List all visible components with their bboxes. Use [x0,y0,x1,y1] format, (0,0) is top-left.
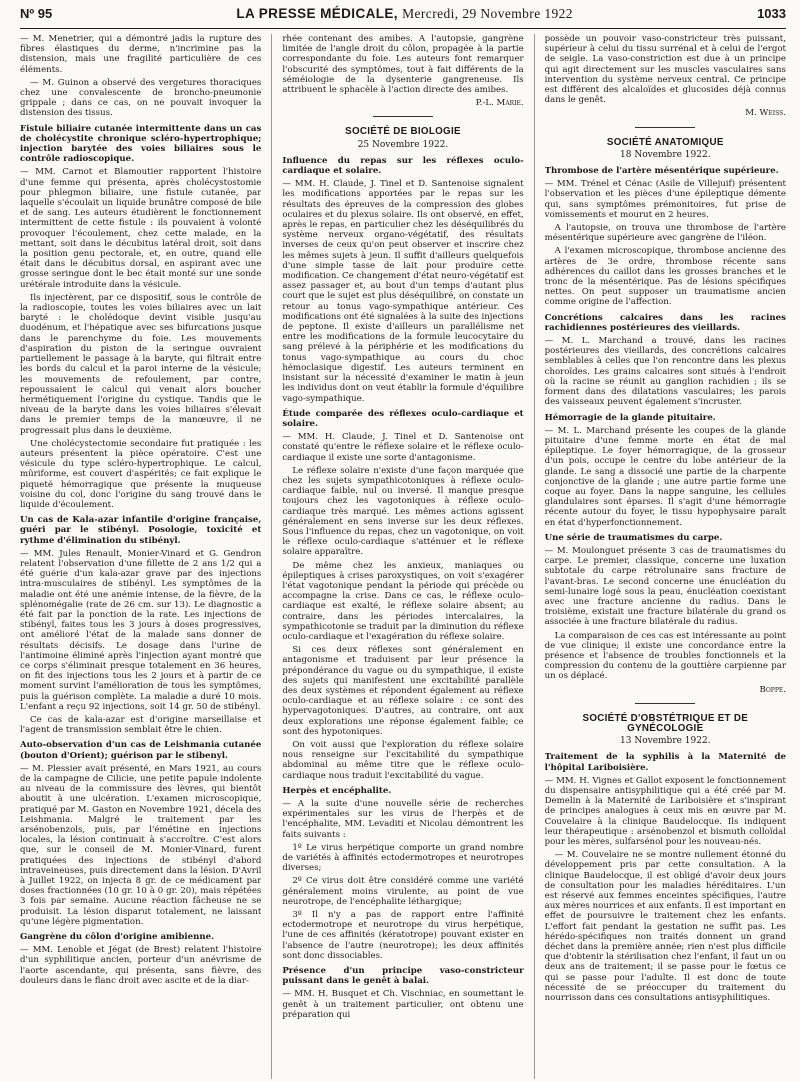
paragraph: — M. Couvelaire ne se montre nullement étonné du développement pris par cette consultation. A la clinique Baudelocque, il est obligé d'avoir deux jours de consultation pour les maladies héréditaires. L'un est réservé aux femmes enceintes spécifiques, l'autre aux mères nourrices et aux enfants. Il est important en effet de poursuivre le traitement chez les enfants. L'effort fait pendant la gestation ne suffit pas. Les hérédo-spécifiques non traités donnent un grand déchet dans la première année; rien n'est plus difficile que d'obtenir la stérilisation chez l'enfant, il faut un ou deux ans de traitement; il se passe pour le fœtus ce qui se passe pour l'adulte. Il est donc de toute nécessité de se préoccuper du traitement du nourrisson dans ces consultations antisyphilitiques. [544,850,786,1004]
paragraph: 1º Le virus herpétique comporte un grand nombre de variétés à affinités ectodermotropes et neurotropes diverses; [282,842,524,874]
article-heading: Thrombose de l'artère mésentérique supérieure. [544,166,779,177]
author-signature: P.-L. Marie. [475,98,524,109]
article-heading: Hémorragie de la glande pituitaire. [544,412,716,423]
article-heading: Fistule biliaire cutanée intermittente dans un cas de cholécystite chronique scléro-hypertrophique; injection barytée des voies biliaires sous le contrôle radioscopique. [20,123,262,165]
paragraph: Le réflexe solaire n'existe d'une façon marquée que chez les sujets sympathicotoniques à réflexe oculo-cardiaque faible, nul ou inversé. Il manque presque toujours chez les vagotoniques à réflexe oculo-cardiaque très marqué. Les mêmes actions agissent généralement en sens inverse sur les deux réflexes. Sous l'influence du repas, chez un vagotonique, on voit le réflexe oculo-cardiaque s'atténuer et le réflexe solaire apparaître. [282,465,524,558]
paragraph: — A la suite d'une nouvelle série de recherches expérimentales sur les virus de l'herpès et de l'encéphalite, MM. Levaditi et Nicolau démontrent les faits suivants : [282,799,524,840]
paragraph: 2º Ce virus doit être considéré comme une variété généralement moins virulente, au point de vue neurotrope, de l'encéphalite léthargique; [282,876,524,907]
article-heading: Une série de traumatismes du carpe. [544,532,723,543]
folio: 1033 [757,6,786,21]
article-heading: Gangrène du côlon d'origine amibienne. [20,932,215,943]
paragraph: Une cholécystectomie secondaire fut pratiquée : les auteurs présentent la pièce opératoire. C'est une vésicule du type scléro-hypertrophique. Le calcul, mûriforme, est couvert d'aspérités; ce fait explique le piqueté hémorragique que présente la muqueuse voisine du col, donc l'origine du sang trouvé dans le liquide d'écoulement. [20,438,262,510]
section-title: SOCIÉTÉ DE BIOLOGIE [345,126,461,138]
article-heading: Traitement de la syphilis à la Maternité de l'hôpital Lariboisière. [544,752,786,773]
publication-name: LA PRESSE MÉDICALE, [236,6,398,21]
article-heading: Herpès et encéphalite. [282,785,392,796]
running-title [236,6,573,22]
paragraph: — M. L. Marchand a trouvé, dans les racines postérieures des vieillards, des concrétions calcaires semblables à celles que l'on rencontre dans les plexus choroïdes. Les grains calcaires sont situés à l'endroit où la racine se réunit au ganglion rachidien ; ils se forment dans des dilatations vasculaires; les parois des vaisseaux peuvent également s'incruster. [544,336,786,408]
paragraph: — M. Moulonguet présente 3 cas de traumatismes du carpe. Le premier, classique, concerne une luxation subtotale du carpe rétrolunaire sans fracture de l'avant-bras. Le second concerne une énucléation du semi-lunaire logé sous la peau, énucléation coexistant avec une fracture ancienne du radius. Dans le troisième, existait une fracture bilatérale du grand os associée à une fracture bilatérale du radius. [544,545,786,628]
paragraph: On voit aussi que l'exploration du réflexe solaire nous renseigne sur l'excitabilité du sympathique abdominal au même titre que le réflexe oculo-cardiaque nous traduit l'excitabilité du vague. [282,740,524,781]
section-title: SOCIÉTÉ ANATOMIQUE [606,136,724,148]
paragraph: — MM. Lenoble et Jégat (de Brest) relatent l'histoire d'un syphilitique ancien, porteur d'un anévrisme de l'aorte ascendante, qui présenta, sans fièvre, des douleurs dans le flanc droit avec ascite et de la diar- [20,945,262,986]
paragraph: A l'autopsie, on trouva une thrombose de l'artère mésentérique supérieure avec gangrène de l'iléon. [544,223,786,244]
paragraph: A l'examen microscopique, thrombose ancienne des artères de 3e ordre, thrombose récente sans adhérences du caillot dans les grosses branches et le tronc de la mésentérique. Pas de lésions spécifiques nettes. On peut supposer un traumatisme ancien comme origine de l'affection. [544,246,786,308]
column-divider [534,34,535,1079]
paragraph: Ils injectèrent, par ce dispositif, sous le contrôle de la radioscopie, toutes les voies biliaires avec un lait baryté : le cholédoque devint visible jusqu'au duodénum, et l'hépatique avec ses bifurcations jusque dans le parenchyme du foie. Les mouvements d'aspiration du piston de la seringue ouvraient partiellement le passage à la baryte, qui filtrait entre les bords du calcul et la paroi interne de la vésicule; les mouvements de refoulement, par contre, repoussaient le calcul qui venait alors boucher hermétiquement l'origine du cystique. Tandis que le niveau de la baryte dans les voies biliaires s'élevait dans le premier temps de la manœuvre, il ne progressait plus dans le deuxième. [20,292,262,436]
article-heading: Auto-observation d'un cas de Leishmania cutanée (bouton d'Orient); guérison par le stibenyl. [20,740,262,761]
paragraph: Ce cas de kala-azar est d'origine marseillaise et l'agent de transmission semblait être le chien. [20,715,262,736]
section-date: 25 Novembre 1922. [357,139,449,150]
article-heading: Un cas de Kala-azar infantile d'origine française, guéri par le stibényl. Posologie, toxicité et rythme d'élimination du stibényl. [20,515,262,546]
paragraph: — M. Guinon a observé des vergetures thoraciques chez une convalescente de broncho-pneumonie grippale ; dans ce cas, on ne pouvait invoquer la distension des tissus. [20,77,262,119]
running-head [20,0,786,29]
paragraph: — MM. H. Vignes et Gallot exposent le fonctionnement du dispensaire antisyphilitique qui a été créé par M. Demelin à la Maternité de Lariboisière et s'inspirant de principes analogues à ceux mis en œuvre par M. Couvelaire à la clinique Baudelocque. Ils indiquent leur thérapeutique : arsénobenzol et bismuth colloïdal pour les mères, sulfarsénol pour les nouveau-nés. [544,775,786,848]
column-1 [20,34,261,1079]
author-signature: Boppe. [759,684,786,695]
paragraph: rhée contenant des amibes. A l'autopsie, gangrène limitée de l'angle droit du côlon, propagée à la partie correspondante du foie. Les auteurs font remarquer l'obscurité des symptômes, tout à fait différents de la séméiologie de la dysenterie gangreneuse. Ils attribuent le sphacèle à l'action directe des amibes. [282,34,524,96]
paragraph: possède un pouvoir vaso-constricteur très puissant, supérieur à celui du tissu surrénal et à celui de l'ergot de seigle. La vaso-constriction est due à un principe qui agit directement sur les muscles vasculaires sans intervention du système nerveux central. Ce principe est différent des alcaloïdes et glucosides déjà connus dans le genêt. [544,34,786,106]
paragraph: — MM. Carnot et Blamoutier rapportent l'histoire d'une femme qui présenta, après cholécystostomie pour phlegmon biliaire, une fistule cutanée, par laquelle s'écoulait un liquide brunâtre composé de bile et de sang. Les auteurs étudièrent le fonctionnement intermittent de cette fistule : ils pouvaient à volonté provoquer l'écoulement, chez cette malade, en la mettant, soit dans le décubitus latéral droit, soit dans la position genu pectorale, et, en outre, quand elle était dans le décubitus dorsal, en aspirant avec une grosse seringue dont le bec était monté sur une sonde urétérale introduite dans la vésicule. [20,167,262,290]
author-signature: M. Weiss. [745,108,786,119]
paragraph: — MM. H. Busquet et Ch. Vischniac, en soumettant le genêt à un traitement particulier, ont obtenu une préparation qui [282,989,524,1020]
section-rule [635,127,695,128]
column-3 [545,34,786,1079]
paragraph: De même chez les anxieux, maniaques ou épileptiques à crises paroxystiques, on voit s'exagérer l'état vagotonique pendant la période qui précède ou accompagne la crise. Dans ce cas, le réflexe oculo-cardiaque est exalté, le réflexe solaire absent; au contraire, dans les périodes intercalaires, la sympathicotonie se traduit par la diminution du réflexe oculo-cardiaque et l'exagération du réflexe solaire. [282,560,524,642]
paragraph: La comparaison de ces cas est intéressante au point de vue clinique; il existe une concordance entre la présence et l'absence de troubles fonctionnels et la compression du contenu de la gouttière carpienne par un os déplacé. [544,630,786,682]
paragraph: Si ces deux réflexes sont généralement en antagonisme et traduisent par leur présence la prépondérance du vague ou du sympathique, il existe des sujets qui manifestent une excitabilité parallèle des deux systèmes et répondent également au réflexe oculo-cardiaque et au réflexe solaire : ce sont des hypervagotoniques. D'autres, au contraire, ont aux deux explorations une réponse également faible; ce sont des hypotoniques. [282,645,524,737]
paragraph: — M. L. Marchand présente les coupes de la glande pituitaire d'une femme morte en état de mal épileptique. Le foyer hémorragique, de la grosseur d'un pois, occupe le centre du lobe antérieur de la glande. Le sang a dissocié une partie de la charpente conjonctive de la glande ; une autre partie forme une coque au foyer. Dans la nappe sanguine, les cellules glandulaires sont éparses. Il s'agit d'une hémorragie récente autour du foyer, le tissu hypophysaire paraît en état d'hyperfonctionnement. [544,425,786,528]
section-rule [635,703,695,704]
paragraph: — M. Plessier avait présenté, en Mars 1921, au cours de la campagne de Cilicie, une petite papule indolente au niveau de la commissure des lèvres, qui bientôt aboutit à une ulcération. L'examen microscopique, pratiqué par M. Gaston en Novembre 1921, décela des Leishmania. Malgré le traitement par les arsénobenzols, puis, par l'émétine en injections locales, la lésion continuait à s'accroître. C'est alors que, sur le conseil de M. Monier-Vinard, furent pratiquées des injections de stibényl d'abord intraveineuses, puis directement dans la lésion. D'Avril à Juillet 1922, on injecta 8 gr. de ce médicament par doses fractionnées (10 gr. 10 à 0 gr. 20), mais répétées 3 fois par semaine. Aucune réaction fâcheuse ne se produisit. La lésion disparut totalement, ne laissant qu'une légère pigmentation. [20,763,262,927]
columns [20,34,786,1079]
article-heading: Influence du repas sur les réflexes oculo-cardiaque et solaire. [282,155,524,177]
section-date: 13 Novembre 1922. [620,736,711,747]
section-title: SOCIÉTÉ D'OBSTÉTRIQUE ET DE GYNÉCOLOGIE [582,712,749,734]
page-number: Nº 95 [20,6,53,21]
paragraph: — MM. H. Claude, J. Tinel et D. Santenoise ont constaté qu'entre le réflexe solaire et le réflexe oculo-cardiaque il existe une sorte d'antagonisme. [282,432,524,463]
paragraph: — MM. Jules Renault, Monier-Vinard et G. Gendron relatent l'observation d'une fillette de 2 ans 1/2 qui a été guérie d'un kala-azar grave par des injections intra-musculaires de stibényl. Les symptômes de la maladie ont été une anémie intense, de la fièvre, de la splénomégalie (rate de 26 cm. sur 13). Le diagnostic a été fait par la ponction de la rate. Les injections de stibényl, faites tous les 3 jours à doses progressives, ont amélioré l'état de la malade sans donner de résultats décisifs. Le dosage dans l'urine de l'antimoine éliminé après l'injection ayant montré que ce corps s'éliminait presque totalement en 36 heures, on fit des injections tous les 2 jours et à partir de ce moment survint l'amélioration de tous les symptômes, puis la guérison complète. La maladie a duré 10 mois. L'enfant a reçu 92 injections, soit 14 gr. 50 de stibényl. [20,548,262,712]
article-heading: Étude comparée des réflexes oculo-cardiaque et solaire. [282,408,524,429]
section-date: 18 Novembre 1922. [620,149,711,160]
paragraph: — MM. Trénel et Cénac (Asile de Villejuif) présentent l'observation et les pièces d'une épileptique démente qui, sans symptômes prémonitoires, fut prise de vomissements et mourut en 2 heures. [544,179,786,220]
paragraph: — MM. H. Claude, J. Tinel et D. Santenoise signalent les modifications apportées par le repas sur les résultats des épreuves de la compression des globes oculaires et du plexus solaire. Ils ont observé, en effet, après le repas, en particulier chez les déséquilibrés du système nerveux organo-végétatif, des résultats inverses de ceux qu'on peut observer et inscrire chez les mêmes sujets à jeun. Il suffit d'ailleurs quelquefois d'une simple tasse de lait pour produire cette modification. Ce changement d'état neuro-végétatif est assez passager et, au bout d'un temps d'autant plus court que le sujet est plus déséquilibré, on constate un retour au tonus vago-sympathique antérieur. Ces modifications ont été signalées à la suite des injections de peptone. Il existe d'ailleurs un parallélisme net entre les modifications de la formule leucocytaire du sang prélevé à la périphérie et les modifications du tonus vago-sympathique au cours du choc hémoclasique digestif. Les auteurs terminent en insistant sur la nécessité d'examiner le matin à jeun les individus dont on veut établir la formule d'équilibre vago-sympathique. [282,179,524,404]
column-divider [271,34,272,1079]
article-heading: Concrétions calcaires dans les racines rachidiennes postérieures des vieillards. [544,312,786,333]
paragraph: — M. Menetrier, qui a démontré jadis la rupture des fibres élastiques du derme, n'incrimine pas la distension, mais une fragilité particulière de ces éléments. [20,34,262,75]
article-heading: Présence d'un principe vaso-constricteur puissant dans le genêt à balai. [282,966,524,987]
paragraph: 3º Il n'y a pas de rapport entre l'affinité ectodermotrope et neurotrope du virus herpétique, l'une de ces affinités (kératotrope) pouvant exister en l'absence de l'autre (neurotrope); les deux affinités sont donc dissociables. [282,910,524,961]
column-2 [282,34,523,1079]
issue-date: Mercredi, 29 Novembre 1922 [402,6,573,21]
section-rule [373,116,433,117]
